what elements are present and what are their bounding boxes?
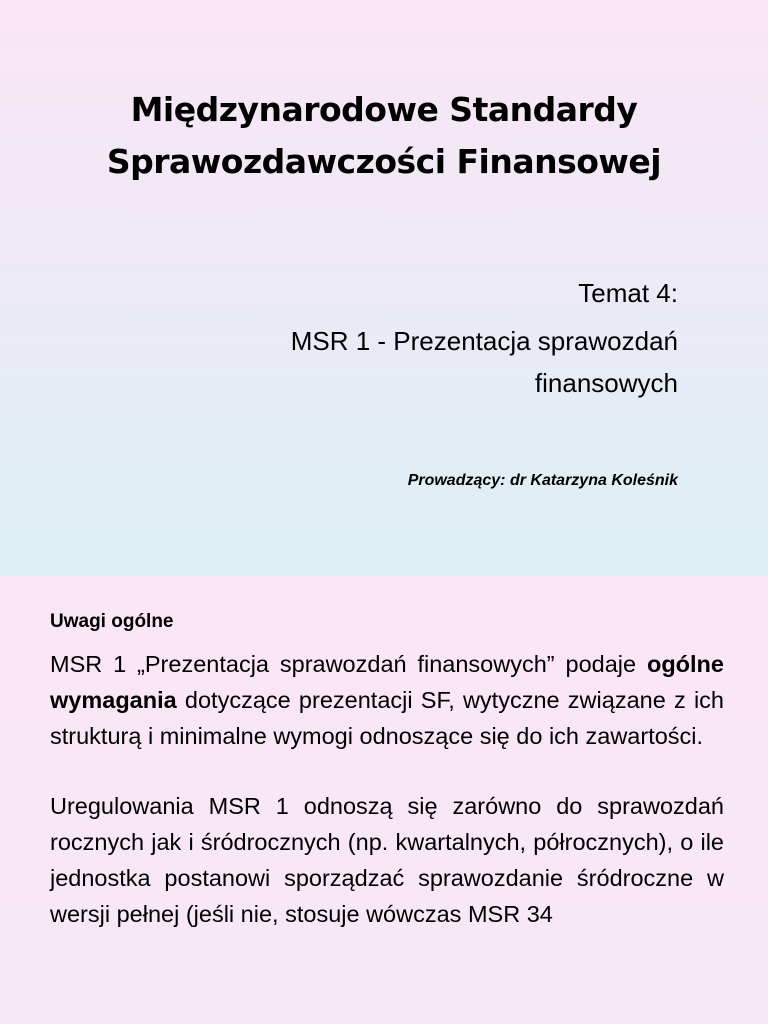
- paragraph-1-text-b: dotyczące prezentacji SF, wytyczne związane z ich strukturą i minimalne wymogi odnoszące się do ich zawartości.: [50, 687, 724, 749]
- section-heading: Uwagi ogólne: [50, 611, 174, 632]
- slide-title: [0, 84, 768, 188]
- slide-title-line-2: Sprawozdawczości Finansowej: [106, 142, 662, 181]
- content-slide: [0, 576, 768, 1024]
- slide-subtitle: [291, 272, 678, 404]
- subtitle-line-2: finansowych: [534, 368, 678, 398]
- paragraph-general-requirements: [50, 646, 724, 754]
- slide-title-line-1: Międzynarodowe Standardy: [130, 90, 638, 129]
- paragraph-1-bold-term: ogólne wymagania: [50, 651, 724, 713]
- topic-number: Temat 4:: [578, 278, 678, 308]
- paragraph-1-text-a: MSR 1 „Prezentacja sprawozdań finansowych” podaje: [50, 651, 647, 677]
- subtitle-line-1: MSR 1 - Prezentacja sprawozdań: [290, 326, 678, 356]
- paragraph-scope: Uregulowania MSR 1 odnoszą się zarówno do sprawozdań rocznych jak i śródrocznych (np. kwartalnych, półrocznych), o ile jednostka postanowi sporządzać sprawozdanie śródroczne w wersji pełnej (jeśli nie, stosuje wówczas MSR 34: [50, 793, 724, 927]
- lecturer-name: Prowadzący: dr Katarzyna Koleśnik: [407, 472, 678, 489]
